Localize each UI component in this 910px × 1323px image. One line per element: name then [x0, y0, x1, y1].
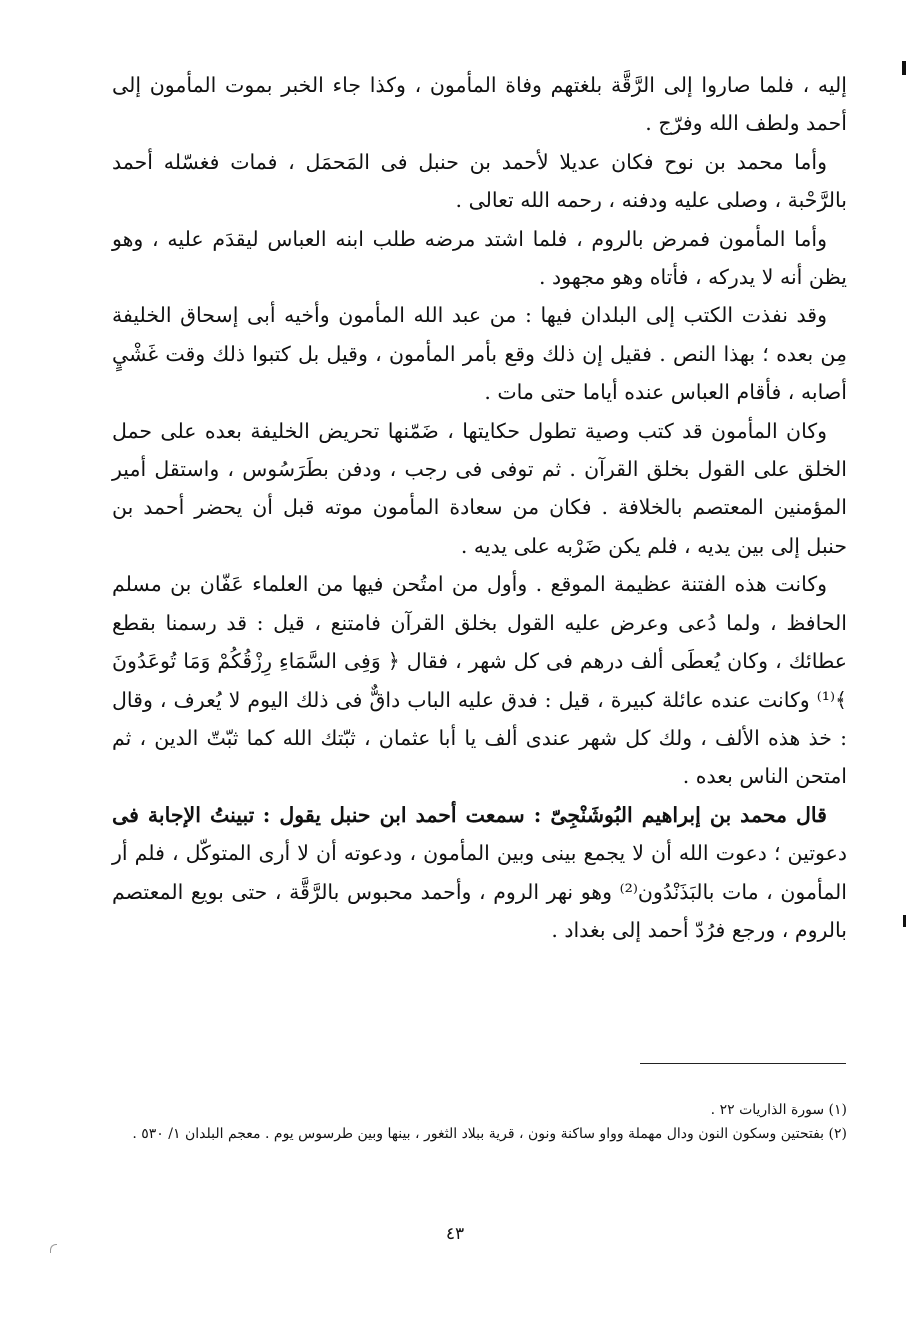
narrator-lead-continued: تبينتُ الإجابة فى [112, 802, 255, 827]
margin-mark [903, 915, 906, 927]
paragraph: وكانت هذه الفتنة عظيمة الموقع . وأول من امتُحن فيها من العلماء عَفّان بن مسلم الحافظ ، ولما دُعى وعرض عليه القول بخلق القرآن فامتنع ، قيل : قد رسمنا بقطع عطائك ، وكان يُعطَى ألف درهم فى كل شهر ، فقال ﴿ وَفِى السَّمَاءِ رِزْقُكُمْ وَمَا تُوعَدُونَ ﴾⁽¹⁾ وكانت عنده عائلة كبيرة ، قيل : فدق عليه الباب داقٌّ فى ذلك اليوم لا يُعرف ، وقال : خذ هذه الألف ، ولك كل شهر عندى ألف يا أبا عثمان ، ثبّتك الله كما ثبّتّ الدين ، ثم امتحن الناس بعده . [112, 572, 847, 789]
scan-speck [50, 1244, 57, 1253]
paragraph: إليه ، فلما صاروا إلى الرَّقَّة بلغتهم وفاة المأمون ، وكذا جاء الخبر بموت المأمون إلى أحمد ولطف الله وفرّج . [112, 73, 847, 136]
paragraph: وأما محمد بن نوح فكان عديلا لأحمد بن حنبل فى المَحمَل ، فمات فغسّله أحمد بالرَّحْبة ، وصلى عليه ودفنه ، رحمه الله تعالى . [112, 149, 847, 213]
paragraph-rest: دعوتين ؛ دعوت الله أن لا يجمع بينى وبين المأمون ، ودعوته أن لا أرى المتوكّل ، فلم أر المأمون ، مات بالبَذَنْدُون⁽²⁾ وهو نهر الروم ، وأحمد محبوس بالرَّقَّة ، حتى بويع المعتصم بالروم ، ورجع فرُدّ أحمد إلى بغداد . [112, 841, 847, 942]
paragraph-quote-bushanji [112, 796, 847, 950]
paragraph: وأما المأمون فمرض بالروم ، فلما اشتد مرضه طلب ابنه العباس ليقدَم عليه ، وهو يظن أنه لا يدركه ، فأتاه وهو مجهود . [112, 226, 847, 290]
margin-mark [902, 61, 906, 75]
footnotes [112, 1098, 847, 1146]
page-number: ٤٣ [445, 1224, 465, 1244]
narrator-lead: قال محمد بن إبراهيم البُوشَنْجِىّ : سمعت أحمد ابن حنبل يقول : [262, 802, 827, 827]
paragraph: وقد نفذت الكتب إلى البلدان فيها : من عبد الله المأمون وأخيه أبى إسحاق الخليفة مِن بعده ؛ بهذا النص . فقيل إن ذلك وقع بأمر المأمون ، وقيل بل كتبوا ذلك وقت غَشْيٍ أصابه ، فأقام العباس عنده أياما حتى مات . [112, 303, 847, 405]
footnote-divider [640, 1063, 846, 1064]
main-text [112, 66, 847, 949]
paragraph: وكان المأمون قد كتب وصية تطول حكايتها ، ضَمّنها تحريض الخليفة بعده على حمل الخلق على القول بخلق القرآن . ثم توفى فى رجب ، ودفن بطَرَسُوس ، واستقل أمير المؤمنين المعتصم بالخلافة . فكان من سعادة المأمون موته قبل أن يحضر أحمد بن حنبل إلى بين يديه ، فلم يكن ضَرْبه على يديه . [112, 418, 847, 558]
footnote: (١) سورة الذاريات ٢٢ . [710, 1102, 847, 1118]
footnote: (٢) بفتحتين وسكون النون ودال مهملة وواو ساكنة ونون ، قرية ببلاد الثغور ، بينها وبين طرسوس يوم . معجم البلدان ١/ ٥٣٠ . [132, 1126, 847, 1142]
